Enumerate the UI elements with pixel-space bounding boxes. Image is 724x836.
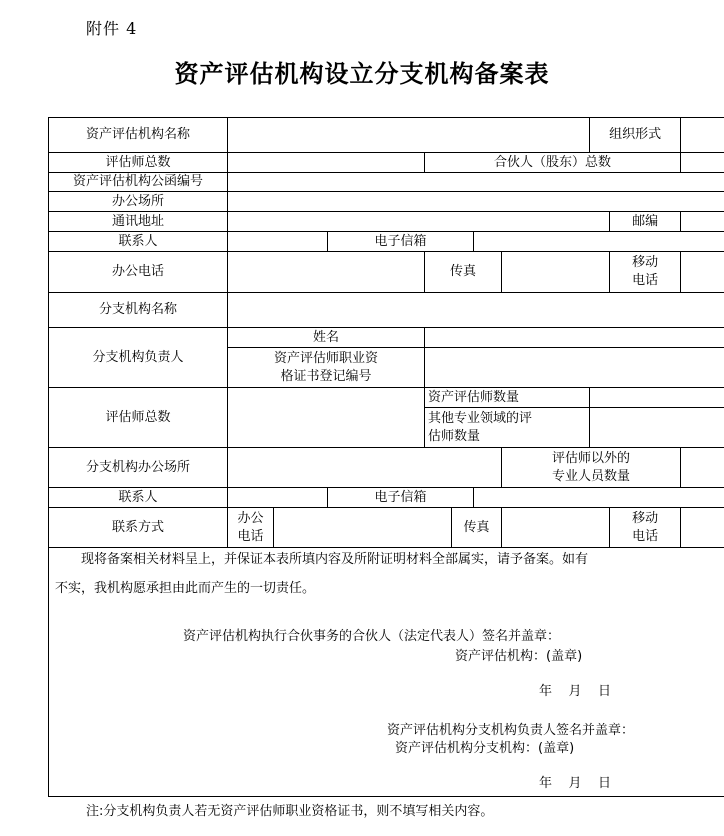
name-label: 姓名 <box>228 328 425 348</box>
row-office <box>49 192 724 212</box>
row-branch-office <box>49 448 724 488</box>
branch-office-phone-label: 办公 电话 <box>228 508 274 548</box>
other-appraiser-count-label: 其他专业领域的评 估师数量 <box>425 408 590 448</box>
branch-mobile-label: 移动 电话 <box>610 508 681 548</box>
appraiser-count-field[interactable] <box>590 388 724 408</box>
declaration-line-1: 现将备案相关材料呈上，并保证本表所填内容及所附证明材料全部属实，请予备案。如有 <box>81 552 589 567</box>
branch-name-label: 分支机构名称 <box>49 293 228 328</box>
address-field[interactable] <box>228 212 610 232</box>
branch-contact-label: 联系人 <box>49 488 228 508</box>
email-field[interactable] <box>474 232 724 252</box>
address-label: 通讯地址 <box>49 212 228 232</box>
row-doc-no <box>49 173 724 192</box>
declaration-line-2: 不实，我机构愿承担由此而产生的一切责任。 <box>55 581 316 596</box>
row-branch-appraiser-count <box>49 388 724 408</box>
branch-appraiser-total-label: 评估师总数 <box>49 388 228 448</box>
org-form-label: 组织形式 <box>590 118 681 153</box>
branch-office-label: 分支机构办公场所 <box>49 448 228 488</box>
contact-field[interactable] <box>228 232 328 252</box>
row-branch-name <box>49 293 724 328</box>
org-name-field[interactable] <box>228 118 590 153</box>
branch-appraiser-total-field[interactable] <box>228 388 425 448</box>
appraiser-count-label: 资产评估师数量 <box>425 388 590 408</box>
branch-fax-field[interactable] <box>502 508 610 548</box>
appraiser-total-field[interactable] <box>228 153 425 173</box>
branch-head-label: 分支机构负责人 <box>49 328 228 388</box>
contact-label: 联系人 <box>49 232 228 252</box>
date-line-1: 年 月 日 <box>539 684 612 699</box>
date-line-2: 年 月 日 <box>539 776 612 791</box>
branch-office-phone-field[interactable] <box>274 508 452 548</box>
row-org-name <box>49 118 724 153</box>
branch-email-label: 电子信箱 <box>328 488 474 508</box>
doc-no-label: 资产评估机构公函编号 <box>49 173 228 192</box>
branch-name-field[interactable] <box>228 293 724 328</box>
office-phone-label: 办公电话 <box>49 252 228 293</box>
doc-no-field[interactable] <box>228 173 724 192</box>
appraiser-total-label: 评估师总数 <box>49 153 228 173</box>
row-branch-head-name <box>49 328 724 348</box>
branch-office-field[interactable] <box>228 448 502 488</box>
footnote: 注:分支机构负责人若无资产评估师职业资格证书，则不填写相关内容。 <box>86 804 494 819</box>
partner-total-label: 合伙人（股东）总数 <box>425 153 681 173</box>
org-seal-line: 资产评估机构：(盖章) <box>455 649 583 664</box>
attachment-label: 附件 4 <box>86 19 138 38</box>
name-field[interactable] <box>425 328 724 348</box>
mobile-label: 移动 电话 <box>610 252 681 293</box>
row-address <box>49 212 724 232</box>
org-name-label: 资产评估机构名称 <box>49 118 228 153</box>
partner-signature-line: 资产评估机构执行合伙事务的合伙人（法定代表人）签名并盖章： <box>183 629 561 644</box>
branch-mobile-field[interactable] <box>681 508 724 548</box>
filing-form-table <box>48 117 724 797</box>
non-appraiser-staff-field[interactable] <box>681 448 724 488</box>
row-branch-contact <box>49 488 724 508</box>
fax-label: 传真 <box>425 252 502 293</box>
org-form-field[interactable] <box>681 118 724 153</box>
branch-email-field[interactable] <box>474 488 724 508</box>
cert-no-field[interactable] <box>425 348 724 388</box>
other-appraiser-count-field[interactable] <box>590 408 724 448</box>
branch-fax-label: 传真 <box>452 508 502 548</box>
row-appraiser-total <box>49 153 724 173</box>
row-contact-method <box>49 508 724 548</box>
office-phone-field[interactable] <box>228 252 425 293</box>
office-label: 办公场所 <box>49 192 228 212</box>
branch-contact-field[interactable] <box>228 488 328 508</box>
non-appraiser-staff-label: 评估师以外的 专业人员数量 <box>502 448 681 488</box>
postcode-label: 邮编 <box>610 212 681 232</box>
cert-no-label: 资产评估师职业资 格证书登记编号 <box>228 348 425 388</box>
form-title: 资产评估机构设立分支机构备案表 <box>174 59 550 88</box>
row-declaration <box>49 548 724 797</box>
office-field[interactable] <box>228 192 724 212</box>
email-label: 电子信箱 <box>328 232 474 252</box>
fax-field[interactable] <box>502 252 610 293</box>
branch-head-signature-line: 资产评估机构分支机构负责人签名并盖章： <box>387 723 635 738</box>
contact-method-label: 联系方式 <box>49 508 228 548</box>
declaration-cell <box>49 548 724 797</box>
row-office-phone <box>49 252 724 293</box>
branch-seal-line: 资产评估机构分支机构：(盖章) <box>395 741 575 756</box>
mobile-field[interactable] <box>681 252 724 293</box>
partner-total-field[interactable] <box>681 153 724 173</box>
postcode-field[interactable] <box>681 212 724 232</box>
row-contact <box>49 232 724 252</box>
